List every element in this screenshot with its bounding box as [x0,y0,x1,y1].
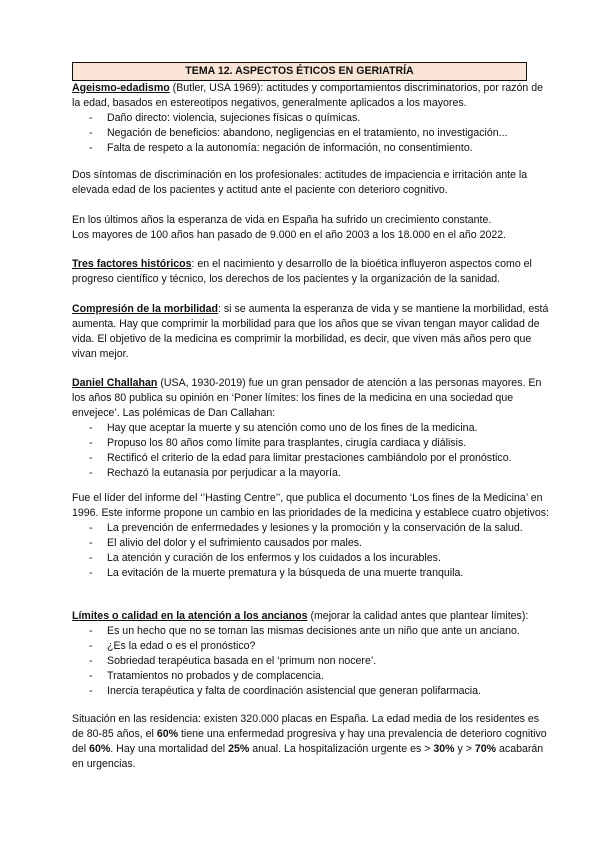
residencia-text: acabarán en urgencias. [72,743,544,770]
list-item: - Daño directo: violencia, sujeciones físicas o químicas. [72,111,552,126]
list-item: - Negación de beneficios: abandono, negligencias en el tratamiento, no investigación... [72,126,552,141]
callahan-list [72,421,552,481]
callahan-term: Daniel Challahan [72,377,158,389]
list-item: - Hay que aceptar la muerte y su atención como uno de los fines de la medicina. [72,421,552,436]
factores-text: : en el nacimiento y desarrollo de la bioética influyeron aspectos como el progreso científico y técnico, los derechos de los pacientes y la organización de la sanidad. [72,258,532,285]
residencia-text: y > [454,743,475,755]
ageismo-section [72,81,552,156]
residencia-percent: 60% [156,728,179,740]
residencia-percent: 25% [228,743,250,755]
morbilidad-paragraph [72,302,552,362]
sintomas-section [72,168,552,198]
ageismo-list [72,111,552,156]
list-item: - La prevención de enfermedades y lesiones y la promoción y la conservación de la salud. [72,521,552,536]
callahan-paragraph [72,376,552,421]
hasting-paragraph: Fue el líder del informe del ‘’Hasting Centre’’, que publica el documento ‘Los fines de la Medicina’ en 1996. Este informe propone un cambio en las prioridades de la medicina y establece cuatro objetivos: [72,492,549,519]
list-item: - Propuso los 80 años como límite para trasplantes, cirugía cardiaca y diálisis. [72,436,552,451]
hasting-list [72,521,552,581]
factores-paragraph [72,257,552,287]
residencia-paragraph [72,712,552,772]
hasting-section [72,491,552,581]
list-item: - Es un hecho que no se toman las mismas decisiones ante un niño que ante un anciano. [72,624,552,639]
morbilidad-section [72,302,552,362]
residencia-percent: 70% [474,743,497,755]
ageismo-term: Ageismo-edadismo [72,82,170,94]
limites-intro: (mejorar la calidad antes que plantear límites): [307,610,529,622]
morbilidad-text: : si se aumenta la esperanza de vida y se mantiene la morbilidad, está aumenta. Hay que comprimir la morbilidad para que los años que se vivan tengan mayor calidad de vida. El objetivo de la medicina es comprimir la morbilidad, es decir, que viven más años pero que vivan mejor. [72,303,549,360]
limites-section [72,609,552,699]
ageismo-intro: (Butler, USA 1969): actitudes y comportamientos discriminatorios, por razón de la edad, basados en estereotipos negativos, generalmente aplicados a los mayores. [72,82,544,109]
esperanza-section [72,213,552,243]
factores-term: Tres factores históricos [72,258,192,270]
callahan-section [72,376,552,481]
morbilidad-term: Compresión de la morbilidad [72,303,218,315]
limites-list [72,624,552,699]
list-item: - La evitación de la muerte prematura y la búsqueda de una muerte tranquila. [72,566,552,581]
list-item: - Sobriedad terapéutica basada en el ‘primum non nocere’. [72,654,552,669]
sintomas-paragraph: Dos síntomas de discriminación en los profesionales: actitudes de impaciencia e irritación ante la elevada edad de los pacientes y actitud ante el paciente con deterioro cognitivo. [72,169,528,196]
limites-term: Límites o calidad en la atención a los ancianos [72,610,308,622]
residencia-percent: 60% [89,743,111,755]
factores-section [72,257,552,287]
residencia-text: Situación en las residencia: existen 320.000 placas en España. La edad media de los residentes es de 80-85 años, el [72,713,540,740]
residencia-text: . Hay una mortalidad del [110,743,229,755]
limites-paragraph [72,609,552,624]
list-item: - Rectificó el criterio de la edad para limitar prestaciones cambiándolo por el pronóstico. [72,451,552,466]
list-item: - Rechazó la eutanasia por perjudicar a la mayoría. [72,466,552,481]
list-item: - Tratamientos no probados y de complacencia. [72,669,552,684]
list-item: - ¿Es la edad o es el pronóstico? [72,639,552,654]
callahan-intro: (USA, 1930-2019) fue un gran pensador de atención a las personas mayores. En los años 80 publica su opinión en ‘Poner límites: los fines de la medicina en una sociedad que envejece’. Las polémicas de Dan Callahan: [72,377,542,419]
page-title: TEMA 12. ASPECTOS ÉTICOS EN GERIATRÍA [72,62,527,81]
residencia-section [72,712,552,772]
list-item: - El alivio del dolor y el sufrimiento causados por males. [72,536,552,551]
ageismo-definition [72,81,552,111]
residencia-text: tiene una enfermedad progresiva y hay una prevalencia de deterioro cognitivo del [72,728,547,755]
list-item: - Falta de respeto a la autonomía: negación de información, no consentimiento. [72,141,552,156]
esperanza-line: Los mayores de 100 años han pasado de 9.000 en el año 2003 a los 18.000 en el año 2022. [72,229,507,241]
residencia-text: anual. La hospitalización urgente es > [249,743,434,755]
list-item: - Inercia terapéutica y falta de coordinación asistencial que generan polifarmacia. [72,684,552,699]
residencia-percent: 30% [433,743,455,755]
list-item: - La atención y curación de los enfermos y los cuidados a los incurables. [72,551,552,566]
esperanza-line: En los últimos años la esperanza de vida en España ha sufrido un crecimiento constante. [72,214,492,226]
